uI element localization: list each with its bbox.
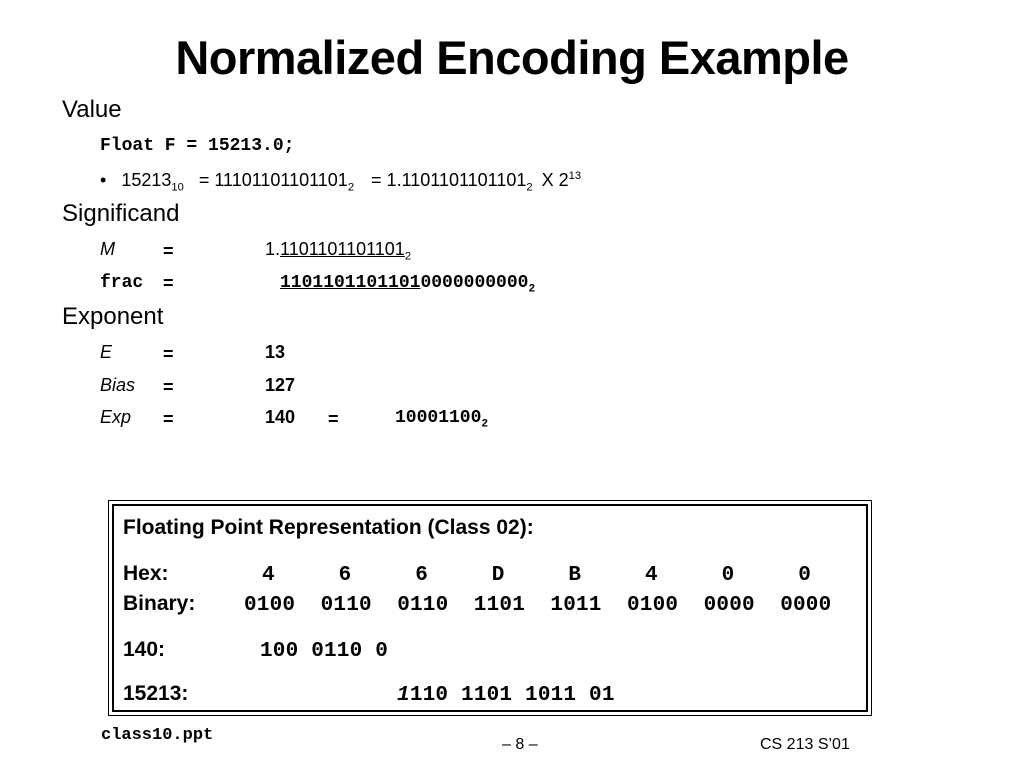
m-sub: 2 (404, 250, 412, 263)
frac-value (280, 273, 535, 296)
value-normalized-sub: 2 (526, 181, 533, 194)
sig-rest: 110 1101 1011 01 (409, 684, 615, 707)
exp-label: Exp (100, 407, 132, 427)
binary-group: 0000 (780, 594, 832, 617)
value-times: X 2 (541, 170, 569, 190)
sig-lead: 1 (397, 684, 410, 707)
frac-sub: 2 (528, 283, 536, 296)
bullet: • (100, 170, 107, 190)
m-equals: = (163, 241, 174, 261)
exp-binary-digits: 10001100 (395, 408, 482, 428)
exp-binary (395, 408, 488, 431)
box-title: Floating Point Representation (Class 02): (123, 516, 534, 539)
representation-box-inner (112, 504, 868, 712)
hex-digit: 0 (721, 564, 735, 587)
representation-box (108, 500, 872, 716)
exp-equals: = (163, 409, 174, 429)
hex-digit: B (568, 564, 582, 587)
bias-value: 127 (265, 375, 296, 395)
value-base: 15213 (121, 170, 172, 190)
hex-digit: 6 (338, 564, 352, 587)
frac-equals: = (163, 273, 174, 293)
binary-label: Binary: (123, 592, 196, 615)
m-value (265, 239, 411, 263)
exp-bits: 100 0110 0 (260, 640, 389, 663)
value-binary-sub: 2 (347, 181, 355, 194)
m-label: M (100, 239, 115, 259)
significand-heading: Significand (62, 200, 180, 227)
sig-bits (397, 684, 615, 707)
exp-binary-sub: 2 (481, 418, 489, 431)
binary-group: 0110 (397, 594, 449, 617)
value-equation (100, 170, 581, 194)
footer-filename: class10.ppt (101, 726, 214, 745)
footer-course: CS 213 S’01 (760, 736, 850, 753)
exp-equals-2: = (328, 409, 339, 429)
value-base-sub: 10 (171, 181, 184, 194)
hex-label: Hex: (123, 562, 169, 585)
exp-value: 140 (265, 407, 296, 427)
e-label: E (100, 342, 113, 362)
frac-label: frac (100, 273, 144, 293)
m-int: 1. (265, 239, 281, 259)
binary-group: 1011 (550, 594, 602, 617)
footer-page-number: – 8 – (502, 736, 538, 753)
bias-equals: = (163, 377, 174, 397)
e-value: 13 (265, 342, 286, 362)
binary-group: 0100 (244, 594, 296, 617)
binary-group: 0110 (320, 594, 372, 617)
value-heading: Value (62, 96, 122, 123)
slide-title: Normalized Encoding Example (175, 31, 849, 84)
value-exp: 13 (568, 170, 582, 182)
value-binary: = 11101101101101 (198, 170, 348, 190)
value-code: Float F = 15213.0; (100, 136, 295, 156)
m-frac: 1101101101101 (280, 239, 405, 259)
e-equals: = (163, 344, 174, 364)
bias-label: Bias (100, 375, 136, 395)
hex-digit: D (491, 564, 505, 587)
hex-digit: 4 (262, 564, 275, 587)
exp-bits-label: 140: (123, 638, 166, 661)
exponent-heading: Exponent (62, 303, 164, 330)
sig-bits-label: 15213: (123, 682, 189, 705)
hex-digit: 0 (798, 564, 811, 587)
value-normalized: = 1.1101101101101 (371, 170, 527, 190)
binary-group: 0000 (703, 594, 755, 617)
frac-rest: 0000000000 (420, 273, 529, 293)
binary-group: 0100 (627, 594, 679, 617)
hex-digit: 6 (415, 564, 428, 587)
hex-digit: 4 (645, 564, 658, 587)
binary-group: 1101 (473, 594, 526, 617)
binary-groups-row (244, 594, 844, 620)
hex-digits-row (262, 564, 852, 590)
frac-underlined: 1101101101101 (280, 273, 421, 293)
